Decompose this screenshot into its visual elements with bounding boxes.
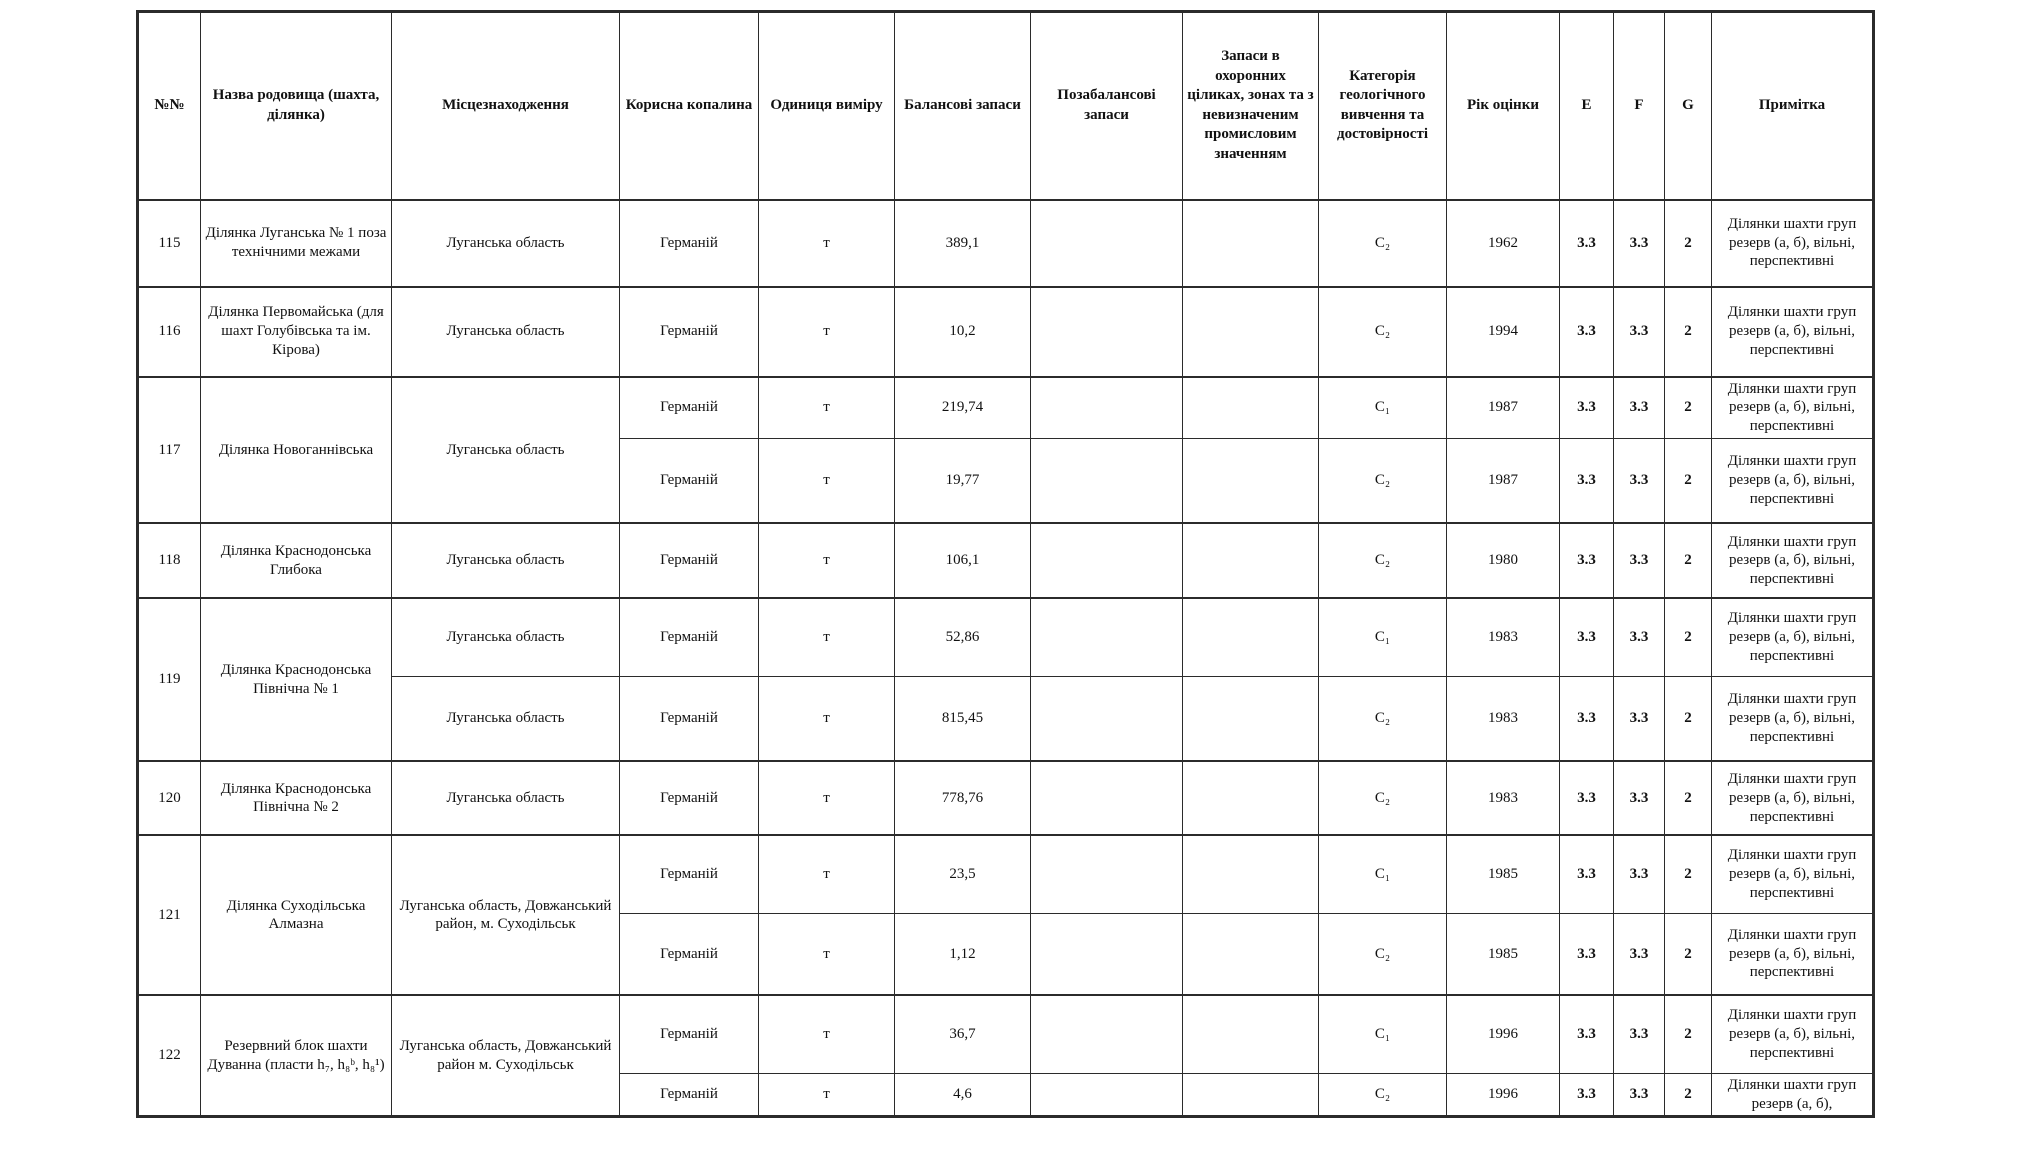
cell-mineral: Германій — [620, 761, 759, 835]
table-row — [138, 835, 1874, 913]
cell-protected-reserves — [1183, 438, 1319, 523]
table-row — [138, 523, 1874, 598]
cell-f: 3.3 — [1614, 598, 1665, 676]
cell-deposit-name: Ділянка Луганська № 1 поза технічними межами — [201, 200, 392, 287]
cell-no: 119 — [138, 598, 201, 761]
header-location: Місцезнаходження — [392, 12, 620, 200]
cell-offbalance-reserves — [1031, 761, 1183, 835]
cell-protected-reserves — [1183, 1073, 1319, 1117]
cell-mineral: Германій — [620, 1073, 759, 1117]
cell-year: 1996 — [1447, 1073, 1560, 1117]
cell-category: С₁ — [1319, 377, 1447, 439]
cell-unit: т — [759, 377, 895, 439]
cell-mineral: Германій — [620, 523, 759, 598]
cell-mineral: Германій — [620, 377, 759, 439]
cell-f: 3.3 — [1614, 200, 1665, 287]
cell-g: 2 — [1665, 835, 1712, 913]
cell-unit: т — [759, 523, 895, 598]
cell-e: 3.3 — [1560, 598, 1614, 676]
cell-g: 2 — [1665, 377, 1712, 439]
cell-protected-reserves — [1183, 598, 1319, 676]
cell-balance-reserves: 778,76 — [895, 761, 1031, 835]
cell-note: Ділянки шахти груп резерв (а, б), вільні, перспективні — [1712, 995, 1874, 1073]
cell-offbalance-reserves — [1031, 676, 1183, 761]
cell-year: 1983 — [1447, 676, 1560, 761]
cell-f: 3.3 — [1614, 523, 1665, 598]
cell-balance-reserves: 36,7 — [895, 995, 1031, 1073]
cell-category: С₂ — [1319, 523, 1447, 598]
cell-protected-reserves — [1183, 377, 1319, 439]
cell-no: 118 — [138, 523, 201, 598]
cell-location: Луганська область — [392, 598, 620, 676]
cell-g: 2 — [1665, 523, 1712, 598]
cell-category: С₂ — [1319, 200, 1447, 287]
cell-unit: т — [759, 200, 895, 287]
cell-f: 3.3 — [1614, 377, 1665, 439]
header-unit: Одиниця виміру — [759, 12, 895, 200]
cell-no: 120 — [138, 761, 201, 835]
header-year: Рік оцінки — [1447, 12, 1560, 200]
header-g: G — [1665, 12, 1712, 200]
cell-balance-reserves: 23,5 — [895, 835, 1031, 913]
cell-f: 3.3 — [1614, 835, 1665, 913]
cell-balance-reserves: 52,86 — [895, 598, 1031, 676]
cell-note: Ділянки шахти груп резерв (а, б), вільні, перспективні — [1712, 438, 1874, 523]
cell-e: 3.3 — [1560, 523, 1614, 598]
cell-deposit-name: Ділянка Первомайська (для шахт Голубівська та ім. Кірова) — [201, 287, 392, 377]
cell-offbalance-reserves — [1031, 200, 1183, 287]
cell-e: 3.3 — [1560, 761, 1614, 835]
header-protected-reserves: Запаси в охоронних ціликах, зонах та з невизначеним промисловим значенням — [1183, 12, 1319, 200]
cell-f: 3.3 — [1614, 287, 1665, 377]
cell-g: 2 — [1665, 995, 1712, 1073]
cell-note: Ділянки шахти груп резерв (а, б), вільні, перспективні — [1712, 676, 1874, 761]
cell-g: 2 — [1665, 913, 1712, 995]
cell-category: С₂ — [1319, 676, 1447, 761]
cell-unit: т — [759, 438, 895, 523]
cell-e: 3.3 — [1560, 287, 1614, 377]
cell-location: Луганська область — [392, 761, 620, 835]
cell-year: 1996 — [1447, 995, 1560, 1073]
cell-mineral: Германій — [620, 995, 759, 1073]
cell-offbalance-reserves — [1031, 1073, 1183, 1117]
table-row — [138, 598, 1874, 676]
cell-e: 3.3 — [1560, 676, 1614, 761]
cell-unit: т — [759, 287, 895, 377]
cell-note: Ділянки шахти груп резерв (а, б), вільні, перспективні — [1712, 598, 1874, 676]
cell-mineral: Германій — [620, 598, 759, 676]
cell-offbalance-reserves — [1031, 377, 1183, 439]
cell-deposit-name: Ділянка Краснодонська Північна № 1 — [201, 598, 392, 761]
cell-category: С₂ — [1319, 287, 1447, 377]
cell-note: Ділянки шахти груп резерв (а, б), вільні, перспективні — [1712, 523, 1874, 598]
cell-unit: т — [759, 1073, 895, 1117]
cell-category: С₁ — [1319, 835, 1447, 913]
cell-location: Луганська область, Довжанський район м. Суходільськ — [392, 995, 620, 1117]
cell-year: 1980 — [1447, 523, 1560, 598]
cell-e: 3.3 — [1560, 1073, 1614, 1117]
cell-year: 1985 — [1447, 913, 1560, 995]
cell-note: Ділянки шахти груп резерв (а, б), вільні, перспективні — [1712, 377, 1874, 439]
cell-location: Луганська область — [392, 523, 620, 598]
cell-f: 3.3 — [1614, 761, 1665, 835]
cell-e: 3.3 — [1560, 377, 1614, 439]
cell-balance-reserves: 389,1 — [895, 200, 1031, 287]
cell-e: 3.3 — [1560, 995, 1614, 1073]
table-row — [138, 676, 1874, 761]
cell-category: С₁ — [1319, 995, 1447, 1073]
cell-no: 117 — [138, 377, 201, 524]
cell-deposit-name: Ділянка Краснодонська Північна № 2 — [201, 761, 392, 835]
cell-deposit-name: Ділянка Суходільська Алмазна — [201, 835, 392, 995]
cell-no: 122 — [138, 995, 201, 1117]
cell-note: Ділянки шахти груп резерв (а, б), вільні, перспективні — [1712, 200, 1874, 287]
cell-balance-reserves: 4,6 — [895, 1073, 1031, 1117]
cell-protected-reserves — [1183, 913, 1319, 995]
cell-category: С₂ — [1319, 761, 1447, 835]
cell-year: 1983 — [1447, 761, 1560, 835]
cell-location: Луганська область — [392, 200, 620, 287]
cell-protected-reserves — [1183, 287, 1319, 377]
cell-e: 3.3 — [1560, 438, 1614, 523]
cell-offbalance-reserves — [1031, 523, 1183, 598]
cell-balance-reserves: 19,77 — [895, 438, 1031, 523]
cell-unit: т — [759, 913, 895, 995]
cell-offbalance-reserves — [1031, 913, 1183, 995]
cell-f: 3.3 — [1614, 913, 1665, 995]
cell-note: Ділянки шахти груп резерв (а, б), вільні, перспективні — [1712, 761, 1874, 835]
cell-no: 116 — [138, 287, 201, 377]
table-row — [138, 200, 1874, 287]
cell-deposit-name: Ділянка Новоганнівська — [201, 377, 392, 524]
cell-unit: т — [759, 676, 895, 761]
table-header-row — [138, 12, 1874, 200]
cell-unit: т — [759, 761, 895, 835]
cell-note: Ділянки шахти груп резерв (а, б), — [1712, 1073, 1874, 1117]
cell-deposit-name: Ділянка Краснодонська Глибока — [201, 523, 392, 598]
cell-mineral: Германій — [620, 676, 759, 761]
header-balance-reserves: Балансові запаси — [895, 12, 1031, 200]
reserves-table — [136, 10, 1875, 1118]
cell-category: С₂ — [1319, 438, 1447, 523]
header-f: F — [1614, 12, 1665, 200]
cell-note: Ділянки шахти груп резерв (а, б), вільні, перспективні — [1712, 287, 1874, 377]
cell-note: Ділянки шахти груп резерв (а, б), вільні, перспективні — [1712, 913, 1874, 995]
cell-g: 2 — [1665, 598, 1712, 676]
cell-g: 2 — [1665, 761, 1712, 835]
header-deposit-name: Назва родовища (шахта, ділянка) — [201, 12, 392, 200]
cell-balance-reserves: 219,74 — [895, 377, 1031, 439]
table-row — [138, 761, 1874, 835]
cell-protected-reserves — [1183, 995, 1319, 1073]
header-mineral: Корисна копалина — [620, 12, 759, 200]
cell-category: С₂ — [1319, 1073, 1447, 1117]
cell-year: 1987 — [1447, 438, 1560, 523]
cell-balance-reserves: 1,12 — [895, 913, 1031, 995]
cell-mineral: Германій — [620, 438, 759, 523]
cell-e: 3.3 — [1560, 913, 1614, 995]
header-category: Категорія геологічного вивчення та достовірності — [1319, 12, 1447, 200]
cell-f: 3.3 — [1614, 676, 1665, 761]
cell-category: С₂ — [1319, 913, 1447, 995]
cell-balance-reserves: 815,45 — [895, 676, 1031, 761]
cell-balance-reserves: 10,2 — [895, 287, 1031, 377]
cell-offbalance-reserves — [1031, 438, 1183, 523]
cell-protected-reserves — [1183, 200, 1319, 287]
cell-e: 3.3 — [1560, 835, 1614, 913]
cell-category: С₁ — [1319, 598, 1447, 676]
cell-mineral: Германій — [620, 200, 759, 287]
cell-no: 121 — [138, 835, 201, 995]
table-row — [138, 377, 1874, 439]
cell-location: Луганська область — [392, 377, 620, 524]
cell-f: 3.3 — [1614, 438, 1665, 523]
cell-e: 3.3 — [1560, 200, 1614, 287]
cell-unit: т — [759, 995, 895, 1073]
cell-year: 1994 — [1447, 287, 1560, 377]
cell-balance-reserves: 106,1 — [895, 523, 1031, 598]
cell-year: 1987 — [1447, 377, 1560, 439]
cell-unit: т — [759, 598, 895, 676]
cell-location: Луганська область — [392, 287, 620, 377]
cell-year: 1962 — [1447, 200, 1560, 287]
header-e: E — [1560, 12, 1614, 200]
cell-year: 1983 — [1447, 598, 1560, 676]
cell-deposit-name: Резервний блок шахти Дуванна (пласти h₇, h₈ᵇ, h₈¹) — [201, 995, 392, 1117]
cell-offbalance-reserves — [1031, 287, 1183, 377]
cell-location: Луганська область — [392, 676, 620, 761]
table-row — [138, 995, 1874, 1073]
cell-offbalance-reserves — [1031, 835, 1183, 913]
cell-mineral: Германій — [620, 835, 759, 913]
cell-g: 2 — [1665, 676, 1712, 761]
cell-mineral: Германій — [620, 913, 759, 995]
cell-offbalance-reserves — [1031, 995, 1183, 1073]
cell-g: 2 — [1665, 200, 1712, 287]
cell-unit: т — [759, 835, 895, 913]
cell-f: 3.3 — [1614, 995, 1665, 1073]
cell-g: 2 — [1665, 438, 1712, 523]
header-offbalance-reserves: Позабалансові запаси — [1031, 12, 1183, 200]
cell-note: Ділянки шахти груп резерв (а, б), вільні, перспективні — [1712, 835, 1874, 913]
cell-mineral: Германій — [620, 287, 759, 377]
cell-location: Луганська область, Довжанський район, м. Суходільськ — [392, 835, 620, 995]
cell-protected-reserves — [1183, 761, 1319, 835]
cell-g: 2 — [1665, 287, 1712, 377]
cell-g: 2 — [1665, 1073, 1712, 1117]
cell-no: 115 — [138, 200, 201, 287]
cell-offbalance-reserves — [1031, 598, 1183, 676]
header-note: Примітка — [1712, 12, 1874, 200]
table-row — [138, 287, 1874, 377]
cell-protected-reserves — [1183, 523, 1319, 598]
cell-year: 1985 — [1447, 835, 1560, 913]
cell-protected-reserves — [1183, 835, 1319, 913]
cell-protected-reserves — [1183, 676, 1319, 761]
cell-f: 3.3 — [1614, 1073, 1665, 1117]
header-no: №№ — [138, 12, 201, 200]
